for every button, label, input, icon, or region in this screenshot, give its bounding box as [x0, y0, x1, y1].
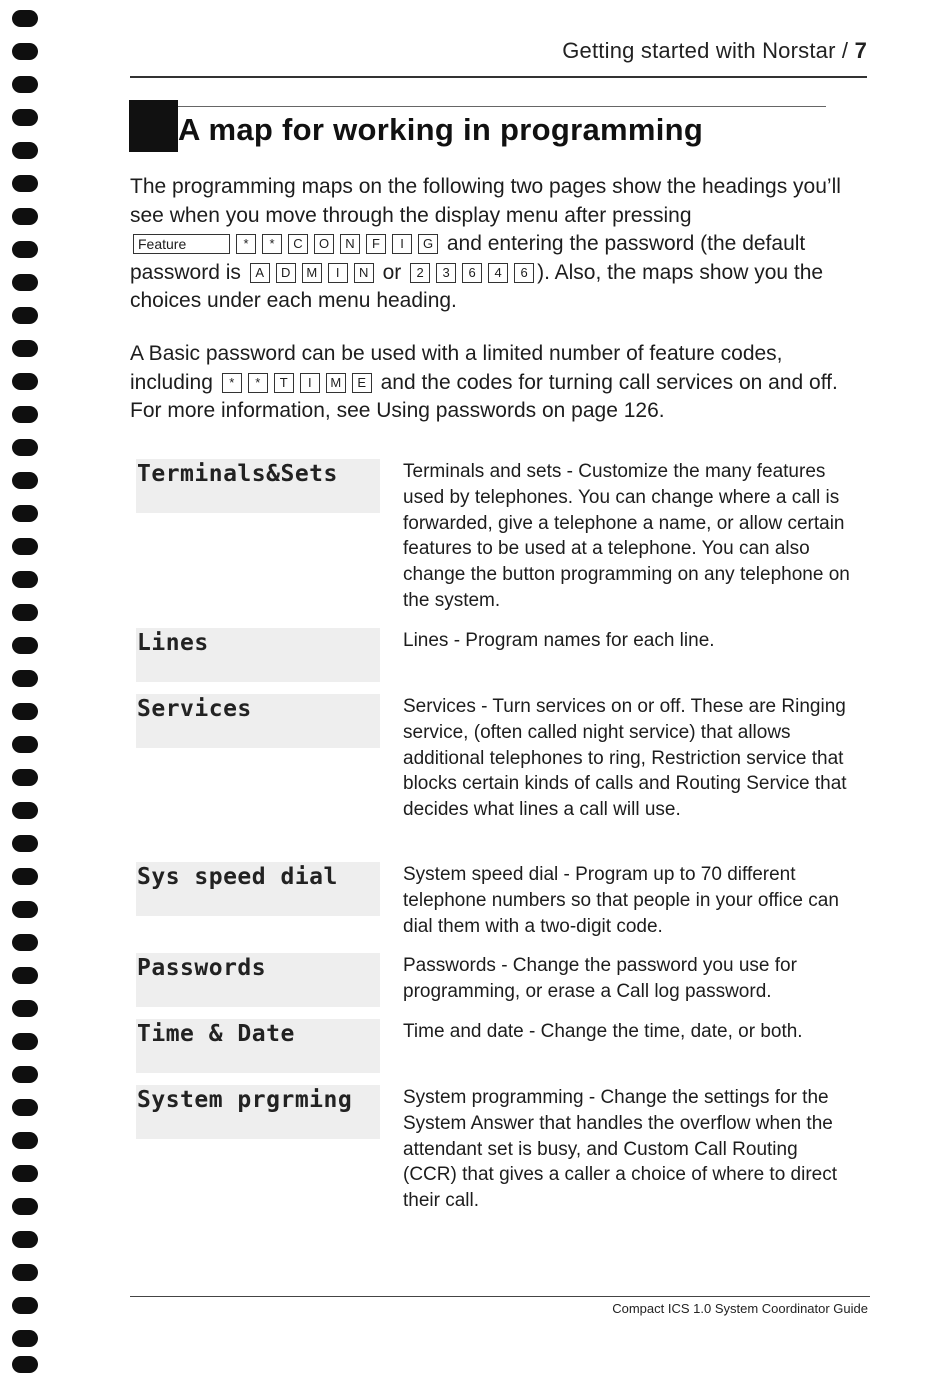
menu-label-passwords: Passwords [136, 953, 380, 1007]
menu-label-lines: Lines [136, 628, 380, 682]
binding-hole [12, 934, 38, 951]
menu-desc-speed-dial: System speed dial - Program up to 70 different telephone numbers so that people in your office can dial them with a two-digit code. [403, 864, 839, 937]
key-cap: * [248, 373, 268, 393]
binding-hole [12, 43, 38, 60]
key-cap: A [250, 263, 270, 283]
key-cap: N [340, 234, 360, 254]
key-cap: D [276, 263, 296, 283]
menu-desc-time-date: Time and date - Change the time, date, or both. [403, 1021, 803, 1042]
menu-label-terminals: Terminals&Sets [136, 459, 380, 513]
binding-hole [12, 1099, 38, 1116]
menu-desc-services: Services - Turn services on or off. These are Ringing service, (often called night service) that allows additional telephones to ring, Restriction service that blocks certain kinds of calls and Routing Service that decides what lines a call will use. [403, 696, 847, 821]
menu-label-time-date: Time & Date [136, 1019, 380, 1073]
key-cap: * [222, 373, 242, 393]
key-cap: 2 [410, 263, 430, 283]
binding-hole [12, 901, 38, 918]
key-cap: N [354, 263, 374, 283]
footer-rule [130, 1296, 870, 1297]
binding-hole [12, 307, 38, 324]
binding-hole [12, 241, 38, 258]
menu-desc-terminals: Terminals and sets - Customize the many features used by telephones. You can change where a call is forwarded, give a telephone a name, or allow certain features to be used at a telephone. You can also change the button programming on any telephone on the system. [403, 461, 850, 611]
basic-text-end: and the codes for turning call services on and off. For more information, see Using passwords on page 126. [130, 370, 838, 422]
section-marker [129, 100, 178, 152]
section-title: A map for working in programming [178, 112, 704, 147]
binding-hole [12, 274, 38, 291]
binding-hole [12, 406, 38, 423]
binding-hole [12, 472, 38, 489]
menu-label-services: Services [136, 694, 380, 748]
key-cap: O [314, 234, 334, 254]
menu-label-speed-dial: Sys speed dial [136, 862, 380, 916]
menu-desc-system-programming: System programming - Change the settings for the System Answer that handles the overflow when the attendant set is busy, and Custom Call Routing (CCR) that gives a caller a choice of where to direct their call. [403, 1087, 838, 1212]
binding-hole [12, 736, 38, 753]
binding-hole [12, 142, 38, 159]
key-cap: F [366, 234, 386, 254]
binding-hole [12, 967, 38, 984]
binding-hole [12, 1066, 38, 1083]
binding-hole [12, 1132, 38, 1149]
binding-hole [12, 208, 38, 225]
key-cap: C [288, 234, 308, 254]
binding-hole [12, 868, 38, 885]
binding-hole [12, 1356, 38, 1373]
binding-hole [12, 538, 38, 555]
binding-hole [12, 1033, 38, 1050]
binding-hole [12, 1264, 38, 1281]
binding-hole [12, 670, 38, 687]
feature-key: Feature [133, 234, 230, 254]
key-cap: I [300, 373, 320, 393]
binding-hole [12, 571, 38, 588]
key-cap: M [302, 263, 322, 283]
binding-hole [12, 1000, 38, 1017]
page-number: 7 [854, 38, 867, 63]
binding-hole [12, 703, 38, 720]
title-rule [178, 106, 826, 107]
key-cap: 4 [488, 263, 508, 283]
binding-hole [12, 109, 38, 126]
binding-hole [12, 835, 38, 852]
spiral-binding [10, 0, 40, 1378]
binding-hole [12, 1297, 38, 1314]
binding-hole [12, 802, 38, 819]
binding-hole [12, 637, 38, 654]
intro-text-mid: and entering the password (the default password is [130, 232, 806, 284]
key-cap: * [262, 234, 282, 254]
intro-text-start: The programming maps on the following two pages show the headings you’ll see when you move through the display menu after pressing [130, 175, 841, 227]
binding-hole [12, 76, 38, 93]
key-cap: 6 [462, 263, 482, 283]
binding-hole [12, 1330, 38, 1347]
basic-password-paragraph [130, 340, 850, 426]
binding-hole [12, 439, 38, 456]
header-rule [130, 76, 867, 78]
key-cap: 3 [436, 263, 456, 283]
intro-text-end: ). Also, the maps show you the choices under each menu heading. [130, 260, 824, 312]
key-cap: M [326, 373, 346, 393]
binding-hole [12, 1165, 38, 1182]
binding-hole [12, 175, 38, 192]
binding-hole [12, 769, 38, 786]
key-cap: 6 [514, 263, 534, 283]
key-cap: T [274, 373, 294, 393]
binding-hole [12, 340, 38, 357]
or-word: or [382, 260, 402, 284]
menu-label-system-programming: System prgrming [136, 1085, 380, 1139]
key-cap: E [352, 373, 372, 393]
binding-hole [12, 505, 38, 522]
key-cap: * [236, 234, 256, 254]
binding-hole [12, 10, 38, 27]
binding-hole [12, 604, 38, 621]
intro-paragraph [130, 173, 850, 316]
binding-hole [12, 1231, 38, 1248]
menu-desc-lines: Lines - Program names for each line. [403, 630, 715, 651]
key-cap: I [328, 263, 348, 283]
key-cap: I [392, 234, 412, 254]
footer-text: Compact ICS 1.0 System Coordinator Guide [612, 1301, 868, 1316]
running-header [562, 38, 867, 64]
binding-hole [12, 1198, 38, 1215]
basic-text-start: A Basic password can be used with a limited number of feature codes, including [130, 342, 783, 394]
key-cap: G [418, 234, 438, 254]
binding-hole [12, 373, 38, 390]
menu-desc-passwords: Passwords - Change the password you use for programming, or erase a Call log password. [403, 955, 797, 1002]
running-title: Getting started with Norstar / [562, 38, 855, 63]
